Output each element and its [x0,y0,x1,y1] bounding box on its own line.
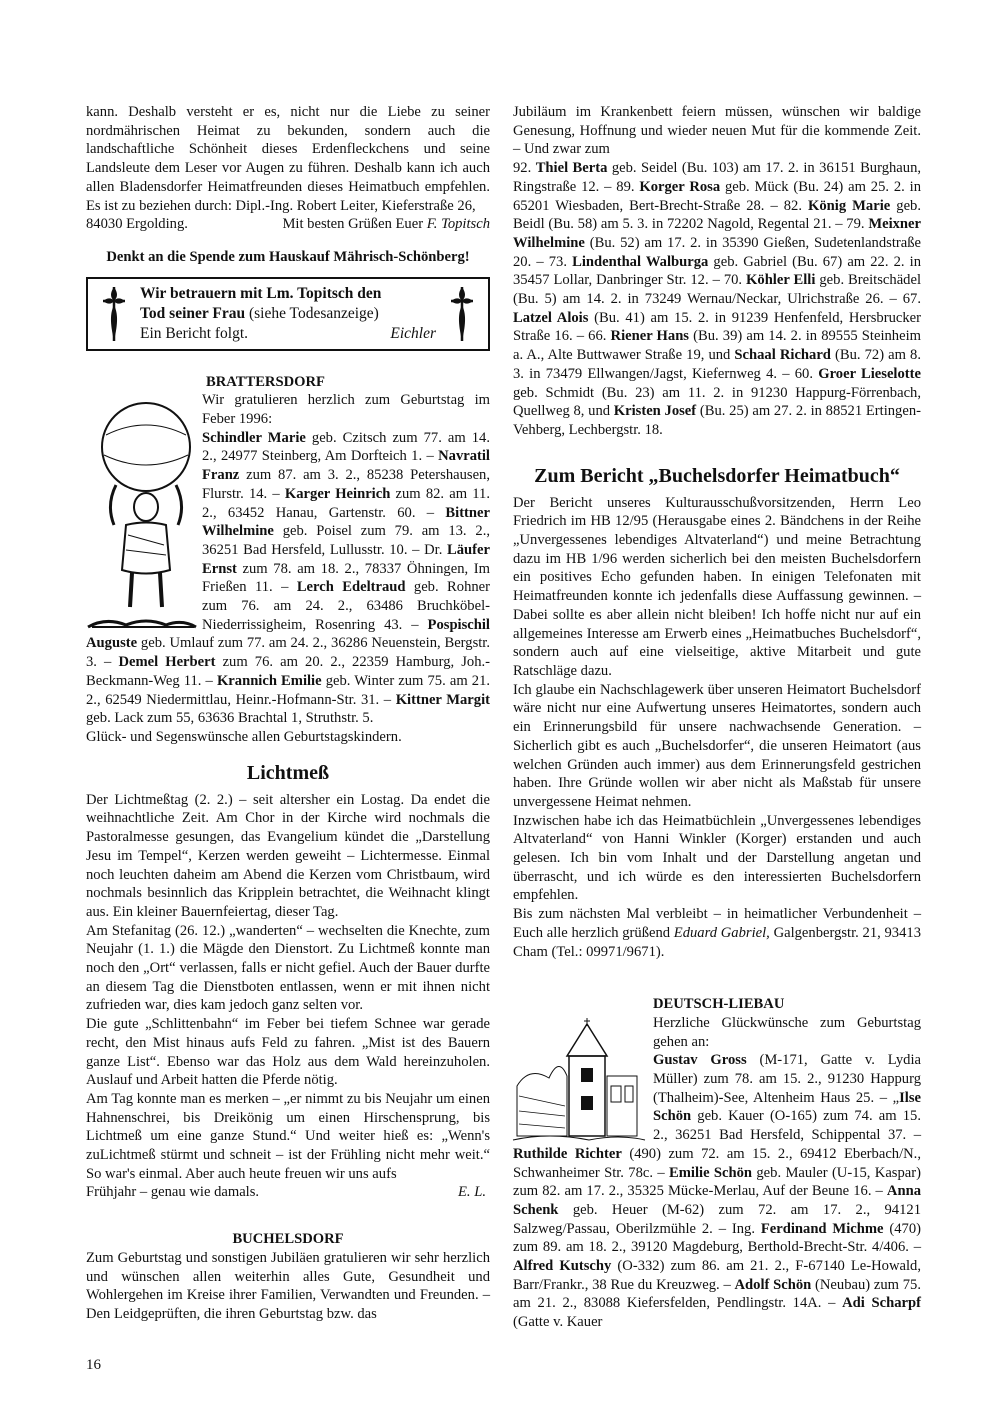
buchelsdorf-heading: BUCHELSDORF [232,1231,344,1248]
lichtmess-paragraph-1: Der Lichtmeßtag (2. 2.) – seit altersher ein Lostag. Da endet die weihnachtliche Zeit. Am Chor in der Kirche wird nochmals die Pastoralmesse gesungen, das Evangelium kündet die „Darstellung Jesu im Tempel“, Kerzen werden geweiht – Lichtermesse. Einmal noch leuchten daheim am Abend die Kerzen vom Christbaum, wird nochmals besinnlich das Kripplein betrachtet, die Weihnacht klingt aus. Ein kleiner Bauernfeiertag, dieser Tag. [86,791,490,920]
buchelsdorf-birthday-list: 92. Thiel Berta geb. Seidel (Bu. 103) am 17. 2. in 36151 Burghaun, Ringstraße 12. – 89. Korger Rosa geb. Mück (Bu. 24) am 25. 2. in 65201 Wiesbaden, Bert-Brecht-Straße 28. – 82. König Marie geb. Beidl (Bu. 58) am 5. 3. in 72202 Nagold, Regental 21. – 79. Meixner Wilhelmine (Bu. 52) am 17. 2. in 35390 Gießen, Sudetenlandstraße 20. – 73. Lindenthal Walburga geb. Gabriel (Bu. 67) am 22. 2. in 35457 Lollar, Danbringer Str. 12. – 70. Köhler Elli geb. Breitschädel (Bu. 5) am 14. 2. in 73249 Wernau/Neckar, Ulrichstraße 26. – 67. Latzel Alois (Bu. 41) am 15. 2. in 91239 Henfenfeld, Hersbrucker Straße 16. – 66. Riener Hans (Bu. 39) am 14. 2. in 89555 Steinheim a. A., Alte Buttwawer Straße 19, und Schaal Richard (Bu. 72) am 8. 3. in 73479 Ellwangen/Jagst, Kiefernweg 4. – 60. Groer Lieselotte geb. Schmidt (Bu. 23) am 11. 2. in 91230 Happurg-Förrenbach, Quellweg 8, und Kristen Josef (Bu. 25) am 27. 2. in 88521 Ertingen-Vehberg, Lechbergstr. 18. [513,160,922,438]
cross-icon [88,285,140,343]
cross-icon [436,285,488,343]
person-name: Gustav Gross [653,1052,747,1069]
intro-last-text: 84030 Ergolding. [86,216,188,233]
brattersdorf-heading-block [202,373,490,392]
page-number: 16 [86,1357,101,1373]
bericht-paragraph-1: Der Bericht unseres Kulturausschußvorsitzenden, Herrn Leo Friedrich im HB 12/95 (Herausgabe eines 2. Bändchens in der Reihe „Unvergessenes lebendiges Altvaterland“) und meine Betrachtung dazu im HB 1/96 werden sicherlich bei den meisten Buchelsdorfern ein positives Echo gefunden haben. In einigen Telefonaten mit Heimatfreunden konnte ich jedenfalls diese Auffassung gewinnen. – Dabei sollte es aber allein nicht bleiben! Ich hoffe nicht nur auf ein allgemeines Interesse am Erwerb eines „Heimatbuches Buchelsdorf“, sondern auch auf eine vielseitige, aktive Mitarbeit und gute Ratschläge dazu. [513,494,921,679]
right-column [513,103,921,1332]
person-name: Schaal Richard [734,347,831,364]
person-name: Lerch Edeltraud [296,579,406,596]
brattersdorf-closing: Glück- und Segenswünsche allen Geburtstagskindern. [86,728,402,745]
person-name: Groer Lieselotte [818,365,921,382]
bericht-paragraph-3: Inzwischen habe ich das Heimatbüchlein „Unvergessenes lebendiges Altvaterland“ von Hanni Winkler (Korger) erstanden und auch gelesen. Ich bin vom Inhalt und der Darstellung angetan und überrascht, und ich würde es den interessierten Buchelsdorfern empfehlen. [513,812,921,904]
intro-paragraph: kann. Deshalb versteht er es, nicht nur die Liebe zu seiner nordmährischen Heimat zu bekunden, sondern auch die landschaftliche Schönheit dieses Erdenfleckchens und seine Landsleute dem Leser vor Augen zu führen. Deshalb kann ich auch allen Bladensdorfer Heimatfreunden dieses Heimatbuch empfehlen. Es ist zu beziehen durch: Dipl.-Ing. Robert Leiter, Kieferstraße 26, [86,104,490,214]
person-name: Latzel Alois [513,309,589,326]
church-tower-illustration [509,1016,649,1144]
person-name: Korger Rosa [639,178,721,195]
mourning-notice-box [86,277,490,351]
deutsch-liebau-heading: DEUTSCH-LIEBAU [653,996,785,1013]
person-name: Ferdinand Michme [760,1220,884,1237]
lichtmess-paragraph-3: Die gute „Schlittenbahn“ im Feber bei tiefem Schnee war gerade recht, den Mist hinaus aufs Feld zu fahren. „Mist ist des Bauern ganze List“. Ebenso war das Holz aus dem Wald hereinzuholen. Auslauf und Arbeit hatten die Pferde nötig. [86,1016,490,1089]
person-name: Schindler Marie [202,429,306,446]
person-name: Thiel Berta [535,160,608,177]
person-name: Kristen Josef [613,403,697,420]
person-name: Karger Heinrich [284,485,391,502]
person-name: Ilse Schön [653,1089,921,1125]
person-name: König Marie [808,197,891,214]
intro-signature-line [86,215,490,234]
person-name: Pospischil Auguste [86,616,490,652]
lichtmess-paragraph-4: Am Tag konnte man es merken – „er nimmt zu bis Neujahr um einen Hahnenschrei, bis Dreikönig um einen Hirschensprung, bis Lichtmeß um eine ganze Stund.“ Und weiter hieß es: „Wenn's zuLichtmeß stürmt und schneit – ist der Frühling nicht mehr weit.“ So war's einmal. Aber auch heute freuen wir uns aufs [86,1090,490,1182]
lichtmess-paragraph-2: Am Stefanitag (26. 12.) „wanderten“ – wechselten die Knechte, zum Neujahr (1. 1.) die Mägde den Dienstort. Zu Lichtmeß konnte man noch den „Ort“ verlassen, falls er nicht gefiel. Auch der Bauer durfte an diesem Tag die Dienstboten entlassen, wenn er mit ihnen nicht zufrieden war, dies kam jedoch ganz selten vor. [86,922,490,1014]
bericht-paragraph-2: Ich glaube ein Nachschlagewerk über unseren Heimatort Buchelsdorf wäre nicht nur eine Aufwertung unseres Heimatortes, sondern auch ein Erinnerungsbild für unsere nachwachsende Generation. – Sicherlich gibt es auch „Buchelsdorfer“, die unseren Heimatort (aus welchen Gründen auch immer) aus dem Erinnerungsfeld gestrichen haben. Ihre Gründe wollen wir aber nicht als Maßstab für unsere unvergessene Heimat nehmen. [513,681,921,810]
person-name: Adi Scharpf [842,1295,921,1312]
person-name: Navratil Franz [202,448,490,484]
person-name: Bittner Wilhelmine [202,504,490,540]
person-name: Demel Herbert [118,654,216,671]
brattersdorf-section [86,391,490,746]
lichtmess-signature-line [86,1183,490,1202]
donation-appeal: Denkt an die Spende zum Hauskauf Mährisch-Schönberg! [106,248,470,265]
person-name: Läufer Ernst [202,541,490,577]
person-name: Krannich Emilie [216,672,322,689]
person-name: Adolf Schön [734,1276,812,1293]
lichtmess-signature: E. L. [458,1184,486,1201]
person-name: Kittner Margit [395,691,490,708]
lichtmess-last-line: Frühjahr – genau wie damals. [86,1184,260,1201]
bericht-heading: Zum Bericht „Buchelsdorfer Heimatbuch“ [534,464,900,487]
bericht-paragraph-4: Bis zum nächsten Mal verbleibt – in heimatlicher Verbundenheit – Euch alle herzlich grüßend Eduard Gabriel, Galgenbergstr. 21, 93413 Cham (Tel.: 09971/9671). [513,906,921,960]
left-column [86,103,490,1324]
atlas-statue-illustration [86,395,198,633]
person-name: Emilie Schön [669,1164,753,1181]
deutsch-liebau-section [513,1014,921,1332]
person-name: Riener Hans [610,328,689,345]
deutsch-liebau-text: Herzliche Glückwünsche zum Geburtstag gehen an: Gustav Gross (M-171, Gatte v. Lydia Müller) zum 78. am 15. 2., 91230 Happurg (Thalheim)-See, Altenheim Haus 25. – „Ilse Schön geb. Kauer (O-165) zum 74. am 15. 2., 36251 Bad Hersfeld, Schippental 37. – Ruthilde Richter (490) zum 72. am 15. 2., 69412 Eberbach/N., Schwanheimer Str. 78c. – Emilie Schön geb. Mauler (U-15, Kaspar) zum 82. am 17. 2., 35325 Mücke-Merlau, Auf der Beune 16. – Anna Schenk geb. Heuer (M-62) zum 72. am 17. 2., 94121 Salzweg/Passau, Oberilzmühle 2. – Ing. Ferdinand Michme (470) zum 89. am 18. 2., 39120 Magdeburg, Berthold-Brecht-Str. 4/406. – Alfred Kutschy (O-332) zum 86. am 21. 2., F-67140 Le-Howald, Barr/Frankr., 38 Rue du Kreuzweg. – Adolf Schön (Neubau) zum 75. am 21. 2., 83088 Kiefersfelden, Pendlingstr. 14A. – Adi Scharpf (Gatte v. Kauer [513,1014,921,1331]
person-name: Meixner Wilhelmine [513,216,921,251]
buchelsdorf-text: Zum Geburtstag und sonstigen Jubiläen gratulieren wir sehr herzlich und wünschen allen weiterhin alles Gute, Gesundheit und Wohlergehen im Kreise ihrer Familien, Verwandten und Freunden. – Den Leidgeprüften, die ihren Geburtstag bzw. das [86,1249,490,1322]
mourning-notice-text: Wir betrauern mit Lm. Topitsch den Tod seiner Frau (siehe Todesanzeige) Ein Bericht folgt. Eichler [140,284,436,342]
person-name: Alfred Kutschy [513,1258,612,1275]
intro-signature: Mit besten Grüßen Euer F. Topitsch [282,216,490,233]
person-name: Anna Schenk [513,1183,921,1218]
brattersdorf-heading: BRATTERSDORF [206,373,325,390]
lichtmess-heading: Lichtmeß [246,761,330,784]
brattersdorf-text: Wir gratulieren herzlich zum Geburtstag im Feber 1996: Schindler Marie geb. Czitsch zum 77. am 14. 2., 24977 Steinberg, Am Dorfteich 1. – Navratil Franz zum 87. am 3. 2., 85238 Petershausen, Flurstr. 14. – Karger Heinrich zum 82. am 11. 2., 63452 Hanau, Gartenstr. 60. – Bittner Wilhelmine geb. Poisel zum 79. am 13. 2., 36251 Bad Hersfeld, Lullusstr. 10. – Dr. Läufer Ernst zum 78. am 18. 2., 78337 Öhningen, Im Frießen 11. – Lerch Edeltraud geb. Rohner zum 76. am 24. 2., 63486 Bruchköbel-Niederrissigheim, Rosenring 43. – Pospischil Auguste geb. Umlauf zum 77. am 24. 2., 36286 Neuenstein, Bergstr. 3. – Demel Herbert zum 76. am 20. 2., 22359 Hamburg, Joh.-Beckmann-Weg 11. – Krannich Emilie geb. Winter zum 75. am 21. 2., 62549 Niedermittlau, Heinr.-Hofmann-Str. 31. – Kittner Margit geb. Lack zum 55, 63636 Brachtal 1, Struthstr. 5. [86,392,491,727]
person-name: Lindenthal Walburga [572,253,709,270]
person-name: Köhler Elli [746,272,816,289]
jubilaeum-continuation: Jubiläum im Krankenbett feiern müssen, wünschen wir baldige Genesung, Hoffnung und wieder neuen Mut für die kommende Zeit. – Und zwar zum [513,104,921,158]
person-name: Ruthilde Richter [513,1145,622,1162]
